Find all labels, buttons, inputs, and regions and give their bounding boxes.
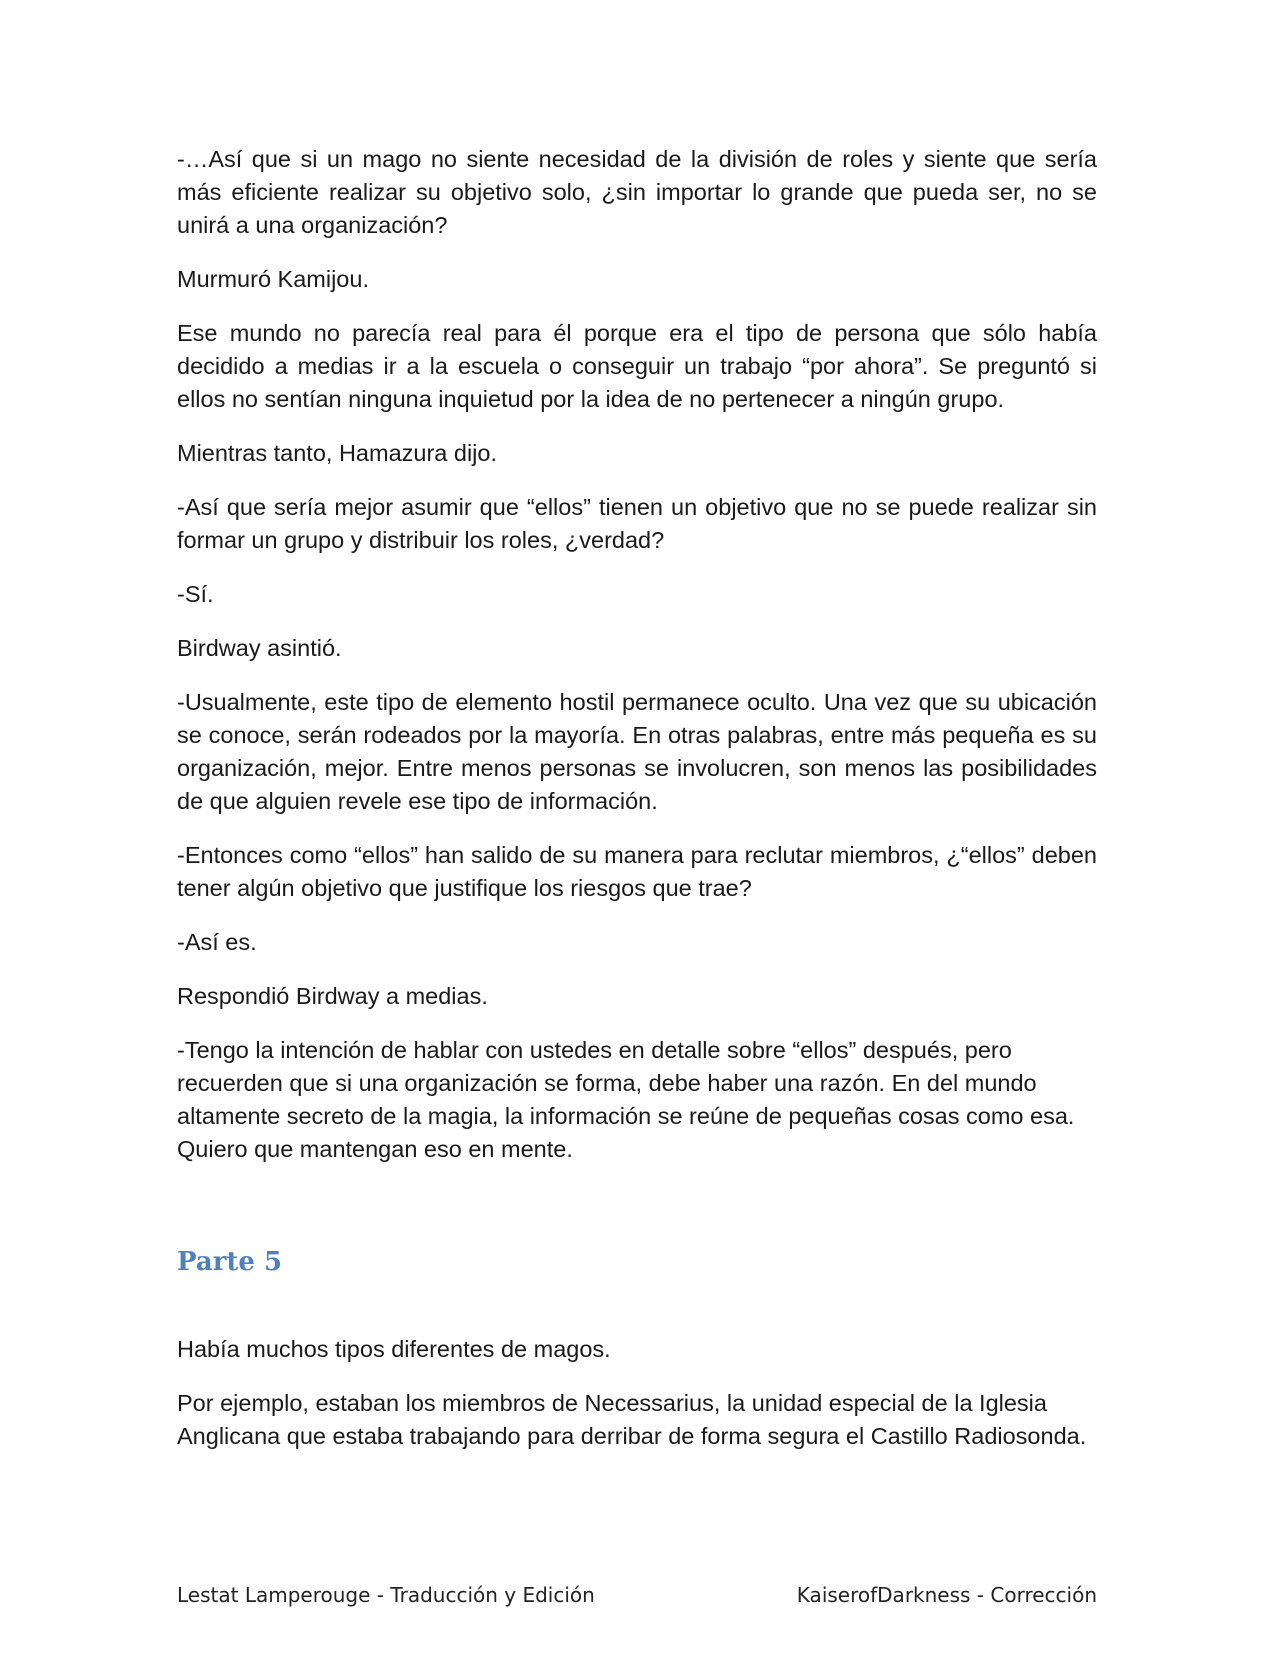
paragraph-9: -Entonces como “ellos” han salido de su manera para reclutar miembros, ¿“ellos” deben tener algún objetivo que justifique los riesgos que trae? bbox=[177, 842, 1097, 901]
paragraph-1: -…Así que si un mago no siente necesidad de la división de roles y siente que sería más eficiente realizar su objetivo solo, ¿sin importar lo grande que pueda ser, no se unirá a una organización? bbox=[177, 146, 1097, 238]
footer-corrector-credit: KaiserofDarkness - Corrección bbox=[796, 1583, 1097, 1607]
document-body bbox=[177, 143, 1097, 1187]
section-paragraph-1: Había muchos tipos diferentes de magos. bbox=[177, 1336, 611, 1362]
section-body bbox=[177, 1333, 1097, 1474]
paragraph-5: -Así que sería mejor asumir que “ellos” tienen un objetivo que no se puede realizar sin formar un grupo y distribuir los roles, ¿verdad? bbox=[177, 494, 1097, 553]
paragraph-8: -Usualmente, este tipo de elemento hostil permanece oculto. Una vez que su ubicación se conoce, serán rodeados por la mayoría. En otras palabras, entre más pequeña es su organización, mejor. Entre menos personas se involucren, son menos las posibilidades de que alguien revele ese tipo de información. bbox=[177, 689, 1097, 814]
paragraph-7: Birdway asintió. bbox=[177, 635, 342, 661]
paragraph-11: Respondió Birdway a medias. bbox=[177, 983, 488, 1009]
footer-translator-credit: Lestat Lamperouge - Traducción y Edición bbox=[177, 1583, 595, 1607]
section-heading: Parte 5 bbox=[177, 1247, 283, 1277]
paragraph-4: Mientras tanto, Hamazura dijo. bbox=[177, 440, 498, 466]
paragraph-12: -Tengo la intención de hablar con ustedes en detalle sobre “ellos” después, pero recuerden que si una organización se forma, debe haber una razón. En del mundo altamente secreto de la magia, la información se reúne de pequeñas cosas como esa. Quiero que mantengan eso en mente. bbox=[177, 1037, 1075, 1162]
paragraph-3: Ese mundo no parecía real para él porque era el tipo de persona que sólo había decidido a medias ir a la escuela o conseguir un trabajo “por ahora”. Se preguntó si ellos no sentían ninguna inquietud por la idea de no pertenecer a ningún grupo. bbox=[177, 320, 1097, 412]
paragraph-2: Murmuró Kamijou. bbox=[177, 266, 369, 292]
paragraph-6: -Sí. bbox=[177, 581, 214, 607]
section-paragraph-2: Por ejemplo, estaban los miembros de Necessarius, la unidad especial de la Iglesia Anglicana que estaba trabajando para derribar de forma segura el Castillo Radiosonda. bbox=[177, 1390, 1087, 1449]
paragraph-10: -Así es. bbox=[177, 929, 257, 955]
